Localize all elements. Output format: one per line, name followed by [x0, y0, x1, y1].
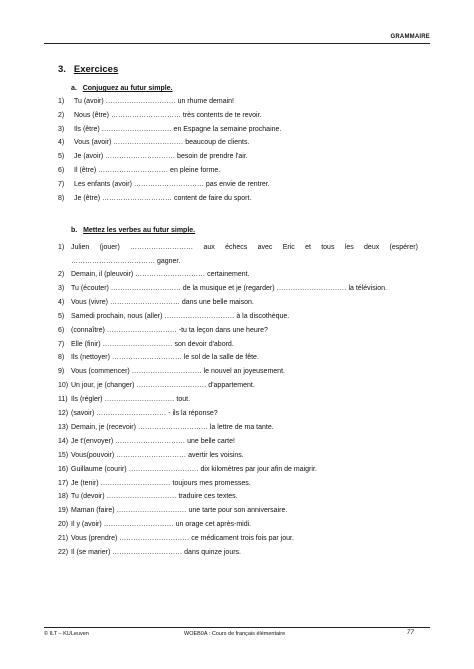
item-text: Samedi prochain, nous (aller) ………………………… à la discothèque.	[71, 312, 290, 320]
item-text: (connaître) ………………………… -tu ta leçon dans une heure?	[71, 326, 268, 334]
item-text: Ils (régler) ………………………… tout.	[71, 396, 191, 404]
item-text: Vous(pouvoir) ………………………… avertir les voisins.	[71, 451, 244, 459]
item-number: 1)	[58, 244, 65, 251]
item-number: 7)	[58, 340, 65, 348]
part-b-item-1-continuation: ……………………………… gagner.	[71, 258, 181, 265]
exercise-item	[58, 152, 418, 161]
item-text: Maman (faire) ………………………… une tarte pour son anniversaire.	[71, 507, 288, 515]
section-title	[58, 64, 118, 75]
item-number: 22)	[58, 549, 69, 556]
exercise-item	[58, 326, 418, 335]
item-number: 6)	[58, 326, 65, 334]
item-number: 17)	[58, 479, 69, 487]
item-number: 20)	[58, 521, 69, 529]
exercise-item	[58, 180, 418, 189]
item-word: deux	[364, 244, 380, 251]
item-text: Je (être) ………………………… content de faire du sport.	[74, 194, 252, 202]
exercise-item	[58, 270, 418, 279]
item-number: 8)	[58, 194, 65, 202]
part-a-title	[71, 85, 173, 92]
item-number: 5)	[58, 153, 65, 161]
item-number: 3)	[58, 125, 65, 133]
item-text: Vous (vivre) ………………………… dans une belle maison.	[71, 298, 254, 306]
exercise-item	[58, 465, 418, 474]
header-label: GRAMMAIRE	[390, 34, 430, 40]
item-number: 3)	[58, 284, 65, 292]
item-text: (savoir) ………………………… - ils la réponse?	[71, 410, 218, 417]
item-number: 2)	[58, 111, 65, 119]
item-text: Guillaume (courir) ………………………… dix kilomètres par jour afin de maigrir.	[71, 465, 317, 473]
item-word: les	[344, 244, 354, 251]
exercise-item	[58, 166, 418, 175]
exercise-item	[58, 548, 418, 557]
item-number: 16)	[58, 465, 69, 473]
item-word: et	[305, 244, 311, 251]
section-number: 3.	[58, 64, 66, 75]
part-b-title-text: Mettez les verbes au futur simple.	[83, 227, 196, 234]
exercise-item	[58, 138, 418, 147]
part-b-letter: b.	[71, 227, 78, 234]
part-a-title-text: Conjuguez au futur simple.	[82, 85, 173, 92]
item-word: aux	[203, 244, 215, 251]
item-number: 19)	[58, 507, 69, 515]
answer-blank[interactable]: ………………………	[130, 244, 194, 251]
item-text: Demain, je (recevoir) ………………………… la lettre de ma tante.	[71, 423, 274, 431]
item-text: Je (avoir) ………………………… besoin de prendre l'air.	[74, 153, 248, 161]
exercise-item	[58, 111, 418, 120]
exercise-item	[58, 381, 418, 390]
item-number: 8)	[58, 354, 65, 362]
exercise-item	[58, 125, 418, 134]
exercise-item	[58, 409, 418, 418]
item-number: 21)	[58, 535, 69, 543]
item-number: 14)	[58, 437, 69, 445]
item-number: 18)	[58, 493, 69, 501]
item-text: Il y (avoir) ………………………… un orage cet après-midi.	[71, 521, 252, 529]
item-text: Ils (être) ………………………… en Espagne la semaine prochaine.	[74, 125, 282, 133]
exercise-item	[58, 367, 418, 376]
exercise-item	[58, 479, 418, 488]
item-text: Tu (devoir) ………………………… traduire ces textes.	[71, 493, 238, 501]
item-text: Vous (commencer) ………………………… le nouvel an joyeusement.	[71, 368, 285, 376]
item-text: Nous (être) ………………………… très contents de te revoir.	[74, 111, 262, 119]
item-text: Il (se marier) ………………………… dans quinze jours.	[71, 549, 241, 556]
item-number: 4)	[58, 298, 65, 306]
exercise-item	[58, 534, 418, 543]
exercise-item	[58, 423, 418, 432]
item-text: Les enfants (avoir) ………………………… pas envie de rentrer.	[74, 180, 270, 188]
item-number: 13)	[58, 423, 69, 431]
item-word: échecs	[225, 244, 248, 251]
exercise-item	[58, 492, 418, 501]
item-text: Elle (finir) ………………………… son devoir d'abord.	[71, 340, 234, 348]
item-word: (jouer)	[99, 244, 120, 251]
part-b-item-1	[58, 243, 418, 252]
item-word: Julien	[71, 244, 90, 251]
item-text: Tu (avoir) ………………………… un rhume demain!	[74, 98, 234, 105]
item-word: (espérer)	[389, 244, 418, 251]
item-number: 9)	[58, 368, 65, 376]
exercise-item	[58, 437, 418, 446]
item-text: Je t'(envoyer) ………………………… une belle carte!	[71, 437, 235, 445]
exercise-item	[58, 520, 418, 529]
exercise-item	[58, 97, 418, 106]
exercise-item	[58, 506, 418, 515]
exercise-item	[58, 312, 418, 321]
item-number: 2)	[58, 271, 65, 278]
exercise-item	[58, 298, 418, 307]
exercise-item	[58, 451, 418, 460]
exercise-item	[58, 353, 418, 362]
item-number: 7)	[58, 180, 65, 188]
item-number: 12)	[58, 410, 69, 417]
item-text: Ils (nettoyer) ………………………… le sol de la salle de fête.	[71, 354, 259, 362]
header-rule	[44, 43, 430, 44]
item-word: avec	[257, 244, 273, 251]
item-word: Eric	[282, 244, 295, 251]
exercise-item	[58, 340, 418, 349]
item-number: 4)	[58, 139, 65, 147]
item-text: Vous (prendre) ………………………… ce médicament trois fois par jour.	[71, 535, 294, 543]
item-word: tous	[321, 244, 335, 251]
item-text: Demain, il (pleuvoir) ………………………… certainement.	[71, 271, 250, 278]
item-text: Je (tenir) ………………………… toujours mes promesses.	[71, 479, 251, 487]
item-text: Un jour, je (changer) ………………………… d'appartement.	[71, 382, 255, 390]
item-text: Tu (écouter) ………………………… de la musique et je (regarder) ………………………… la télévision.	[71, 284, 387, 292]
section-title-text: Exercices	[73, 64, 119, 75]
footer-course-title: WOEB0A : Cours de français élémentaire	[184, 631, 286, 637]
part-a-letter: a.	[71, 85, 77, 92]
item-text: Il (être) ………………………… en pleine forme.	[74, 167, 221, 174]
item-number: 15)	[58, 451, 69, 459]
footer-rule	[44, 627, 430, 628]
item-number: 10)	[58, 382, 69, 390]
item-number: 11)	[58, 396, 68, 404]
footer-copyright: © ILT – KULeuven	[44, 631, 89, 637]
item-number: 1)	[58, 98, 65, 105]
item-number: 5)	[58, 312, 65, 320]
page-number: 77	[406, 629, 414, 636]
part-b-title	[71, 227, 195, 234]
item-text: Vous (avoir) ………………………… beaucoup de clients.	[74, 139, 250, 147]
exercise-item	[58, 284, 418, 293]
exercise-item	[58, 395, 418, 404]
item-number: 6)	[58, 167, 65, 174]
exercise-item	[58, 194, 418, 203]
